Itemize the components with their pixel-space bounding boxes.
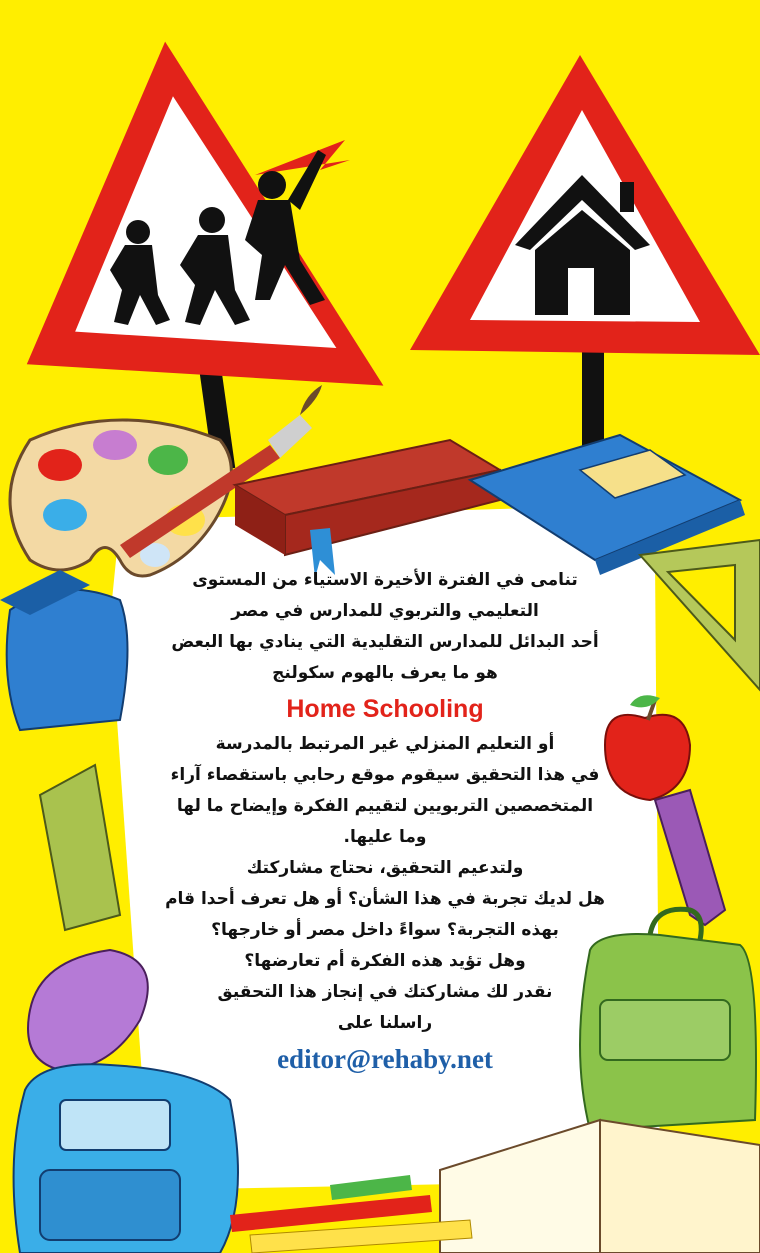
text-line-5: أو التعليم المنزلي غير المرتبط بالمدرسة xyxy=(215,734,555,754)
children-crossing-sign-icon xyxy=(10,31,383,404)
text-line-14: راسلنا على xyxy=(337,1013,433,1033)
text-line-8: وما عليها. xyxy=(343,827,427,847)
text-line-3: أحد البدائل للمدارس التقليدية التي ينادي بها البعض xyxy=(171,632,599,652)
blue-cap-icon xyxy=(0,570,128,730)
right-sign-post xyxy=(582,350,604,450)
text-line-2: التعليمي والتربوي للمدارس في مصر xyxy=(231,601,539,621)
pencil-icon xyxy=(655,790,725,925)
home-schooling-heading: Home Schooling xyxy=(286,695,484,723)
pencil-case-icon xyxy=(28,950,148,1070)
text-line-7: المتخصصين التربويين لتقييم الفكرة وإيضاح ما لها xyxy=(176,796,594,816)
set-square-icon xyxy=(640,540,760,690)
ruler-icon xyxy=(40,765,120,930)
message-block xyxy=(150,565,620,1185)
text-line-10: هل لديك تجربة في هذا الشأن؟ أو هل تعرف أحدا قام xyxy=(165,889,605,909)
contact-email-link[interactable]: editor@rehaby.net xyxy=(277,1044,493,1074)
text-line-1: تنامى في الفترة الأخيرة الاستياء من المستوى xyxy=(192,570,578,590)
text-line-9: ولتدعيم التحقيق، نحتاج مشاركتك xyxy=(246,858,524,878)
text-line-11: بهذه التجربة؟ سواءً داخل مصر أو خارجها؟ xyxy=(211,920,559,940)
house-sign-icon xyxy=(410,55,760,355)
text-line-12: وهل تؤيد هذه الفكرة أم تعارضها؟ xyxy=(244,951,526,971)
text-line-4: هو ما يعرف بالهوم سكولنج xyxy=(272,663,498,683)
text-line-6: في هذا التحقيق سيقوم موقع رحابي باستقصاء آراء xyxy=(170,765,600,785)
text-line-13: نقدر لك مشاركتك في إنجاز هذا التحقيق xyxy=(217,982,553,1002)
